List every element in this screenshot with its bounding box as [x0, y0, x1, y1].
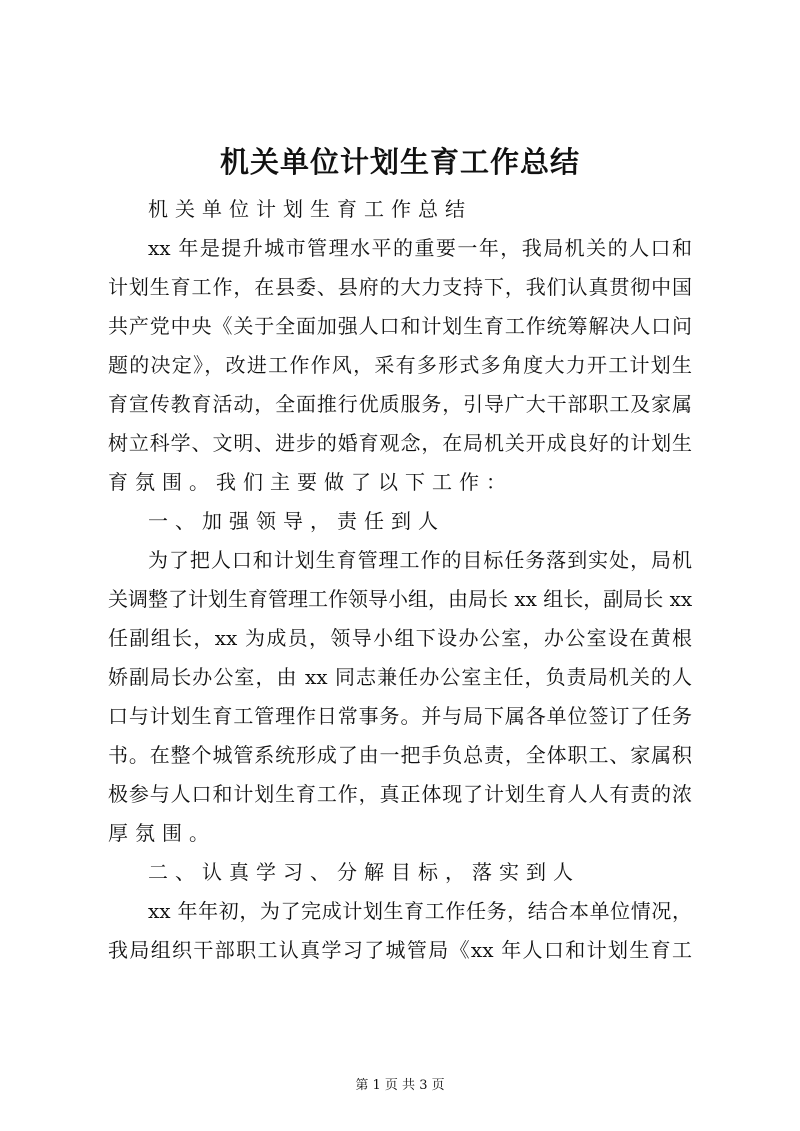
page-footer: 第 1 页 共 3 页 — [355, 1078, 445, 1093]
text-line: 我局组织干部职工认真学习了城管局《xx 年人口和计划生育工 — [108, 938, 692, 962]
text-line: 极参与人口和计划生育工作，真正体现了计划生育人人有责的浓 — [108, 782, 692, 806]
text-line: 为了把人口和计划生育管理工作的目标任务落到实处，局机 — [148, 548, 692, 572]
text-line: 厚氛围。 — [108, 821, 216, 845]
text-line: 树立科学、文明、进步的婚育观念，在局机关开成良好的计划生 — [108, 431, 692, 455]
text-line: 一、加强领导，责任到人 — [148, 509, 445, 533]
text-line: 书。在整个城管系统形成了由一把手负总责，全体职工、家属积 — [108, 743, 692, 767]
text-line: 二、认真学习、分解目标，落实到人 — [148, 860, 580, 884]
text-line: 任副组长，xx 为成员，领导小组下设办公室，办公室设在黄根 — [108, 626, 692, 650]
text-line: 题的决定》，改进工作作风，采有多形式多角度大力开工计划生 — [108, 353, 692, 377]
document-title: 机关单位计划生育工作总结 — [219, 145, 580, 179]
text-line: 共产党中央《关于全面加强人口和计划生育工作统筹解决人口问 — [108, 314, 692, 338]
text-line: 育宣传教育活动，全面推行优质服务，引导广大干部职工及家属 — [108, 392, 692, 416]
text-line: 关调整了计划生育管理工作领导小组，由局长 xx 组长，副局长 xx — [108, 587, 693, 611]
text-line: 口与计划生育工管理作日常事务。并与局下属各单位签订了任务 — [108, 704, 692, 728]
text-line: xx 年是提升城市管理水平的重要一年，我局机关的人口和 — [148, 236, 692, 260]
text-line: 育氛围。我们主要做了以下工作： — [108, 470, 513, 494]
text-line: xx 年年初，为了完成计划生育工作任务，结合本单位情况， — [148, 899, 692, 923]
text-line: 计划生育工作，在县委、县府的大力支持下，我们认真贯彻中国 — [108, 275, 692, 299]
subtitle: 机关单位计划生育工作总结 — [148, 197, 472, 221]
text-line: 娇副局长办公室，由 xx 同志兼任办公室主任，负责局机关的人 — [108, 665, 692, 689]
